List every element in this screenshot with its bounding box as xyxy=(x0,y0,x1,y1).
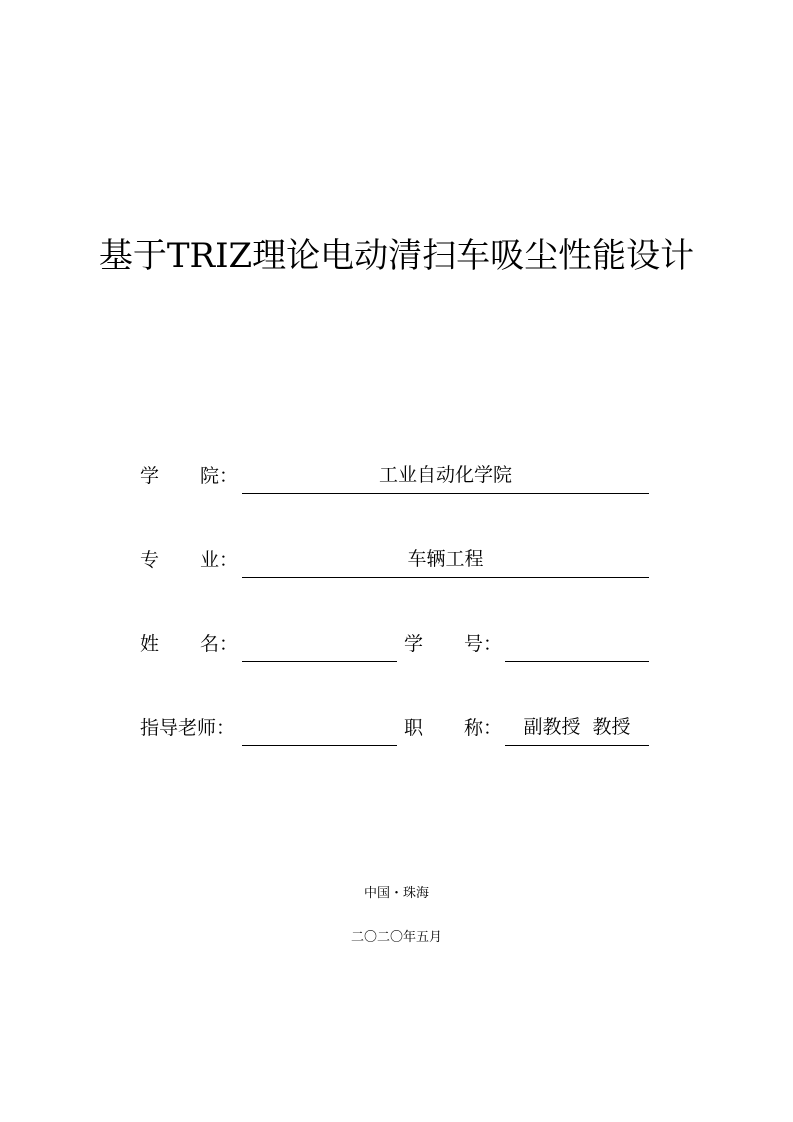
student-id-field xyxy=(505,629,649,662)
location: 中国・珠海 xyxy=(363,886,429,901)
advisor-label: 指导老师： xyxy=(140,717,236,739)
student-id-label-2: 号： xyxy=(464,633,503,655)
college-label-2: 院： xyxy=(200,465,239,487)
major-label-2: 业： xyxy=(200,549,239,571)
name-label-2: 名： xyxy=(200,633,239,655)
advisor-title-label-2: 称： xyxy=(464,717,503,739)
college-field: 工业自动化学院 xyxy=(242,461,649,494)
advisor-title-label-1: 职 xyxy=(404,717,424,739)
name-field xyxy=(242,629,397,662)
advisor-field xyxy=(242,713,397,746)
college-label-1: 学 xyxy=(140,465,160,487)
advisor-title-field: 副教授 教授 xyxy=(505,713,649,746)
student-id-label-1: 学 xyxy=(404,633,424,655)
name-label-1: 姓 xyxy=(140,633,160,655)
thesis-title: 基于TRIZ理论电动清扫车吸尘性能设计 xyxy=(98,236,695,276)
major-field: 车辆工程 xyxy=(242,545,649,578)
major-label-1: 专 xyxy=(140,549,160,571)
date: 二〇二〇年五月 xyxy=(350,930,442,945)
